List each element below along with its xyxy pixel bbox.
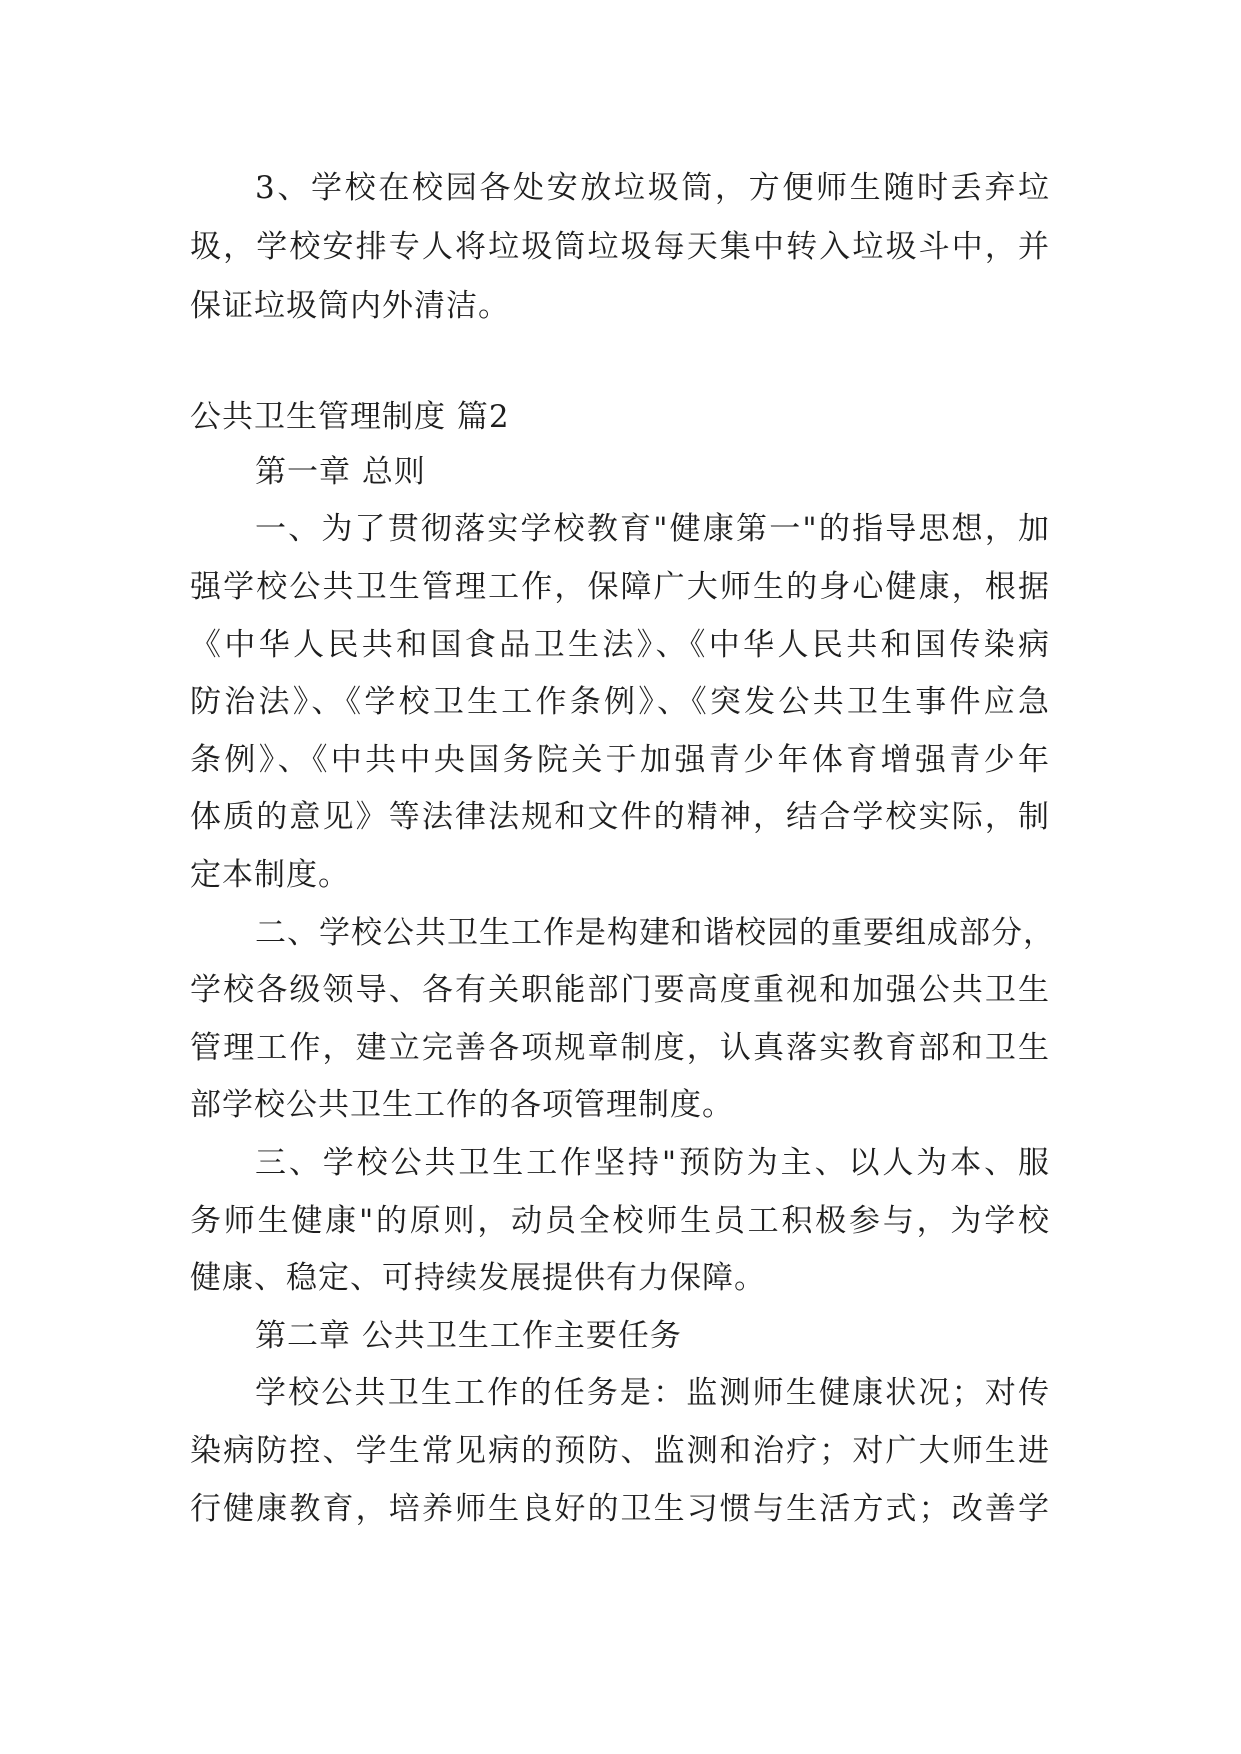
text-line: 强学校公共卫生管理工作，保障广大师生的身心健康，根据 bbox=[190, 569, 1050, 605]
text-line: 防治法》、《学校卫生工作条例》、《突发公共卫生事件应急 bbox=[190, 684, 1050, 720]
text-line: 行健康教育，培养师生良好的卫生习惯与生活方式；改善学 bbox=[190, 1491, 1050, 1527]
text-line: 学校公共卫生工作的任务是：监测师生健康状况；对传 bbox=[255, 1375, 1050, 1411]
section-title: 公共卫生管理制度 篇2 bbox=[190, 399, 510, 435]
text-line: 条例》、《中共中央国务院关于加强青少年体育增强青少年 bbox=[190, 742, 1050, 778]
text-line: 二、学校公共卫生工作是构建和谐校园的重要组成部分， bbox=[255, 915, 1055, 951]
chapter-heading: 第一章 总则 bbox=[255, 454, 426, 490]
text-line: 健康、稳定、可持续发展提供有力保障。 bbox=[190, 1260, 766, 1296]
text-line: 圾，学校安排专人将垃圾筒垃圾每天集中转入垃圾斗中，并 bbox=[190, 229, 1050, 265]
text-line: 3、学校在校园各处安放垃圾筒，方便师生随时丢弃垃 bbox=[255, 170, 1050, 206]
text-line: 务师生健康"的原则，动员全校师生员工积极参与，为学校 bbox=[190, 1203, 1050, 1239]
text-line: 《中华人民共和国食品卫生法》、《中华人民共和国传染病 bbox=[190, 627, 1050, 663]
text-line: 管理工作，建立完善各项规章制度，认真落实教育部和卫生 bbox=[190, 1030, 1050, 1066]
text-line: 学校各级领导、各有关职能部门要高度重视和加强公共卫生 bbox=[190, 972, 1050, 1008]
chapter-heading: 第二章 公共卫生工作主要任务 bbox=[255, 1318, 682, 1354]
text-line: 一、为了贯彻落实学校教育"健康第一"的指导思想，加 bbox=[255, 511, 1050, 547]
text-line: 染病防控、学生常见病的预防、监测和治疗；对广大师生进 bbox=[190, 1433, 1050, 1469]
text-line: 保证垃圾筒内外清洁。 bbox=[190, 288, 510, 324]
text-line: 部学校公共卫生工作的各项管理制度。 bbox=[190, 1087, 734, 1123]
text-line: 体质的意见》等法律法规和文件的精神，结合学校实际，制 bbox=[190, 799, 1050, 835]
text-line: 定本制度。 bbox=[190, 857, 350, 893]
text-line: 三、学校公共卫生工作坚持"预防为主、以人为本、服 bbox=[255, 1145, 1050, 1181]
